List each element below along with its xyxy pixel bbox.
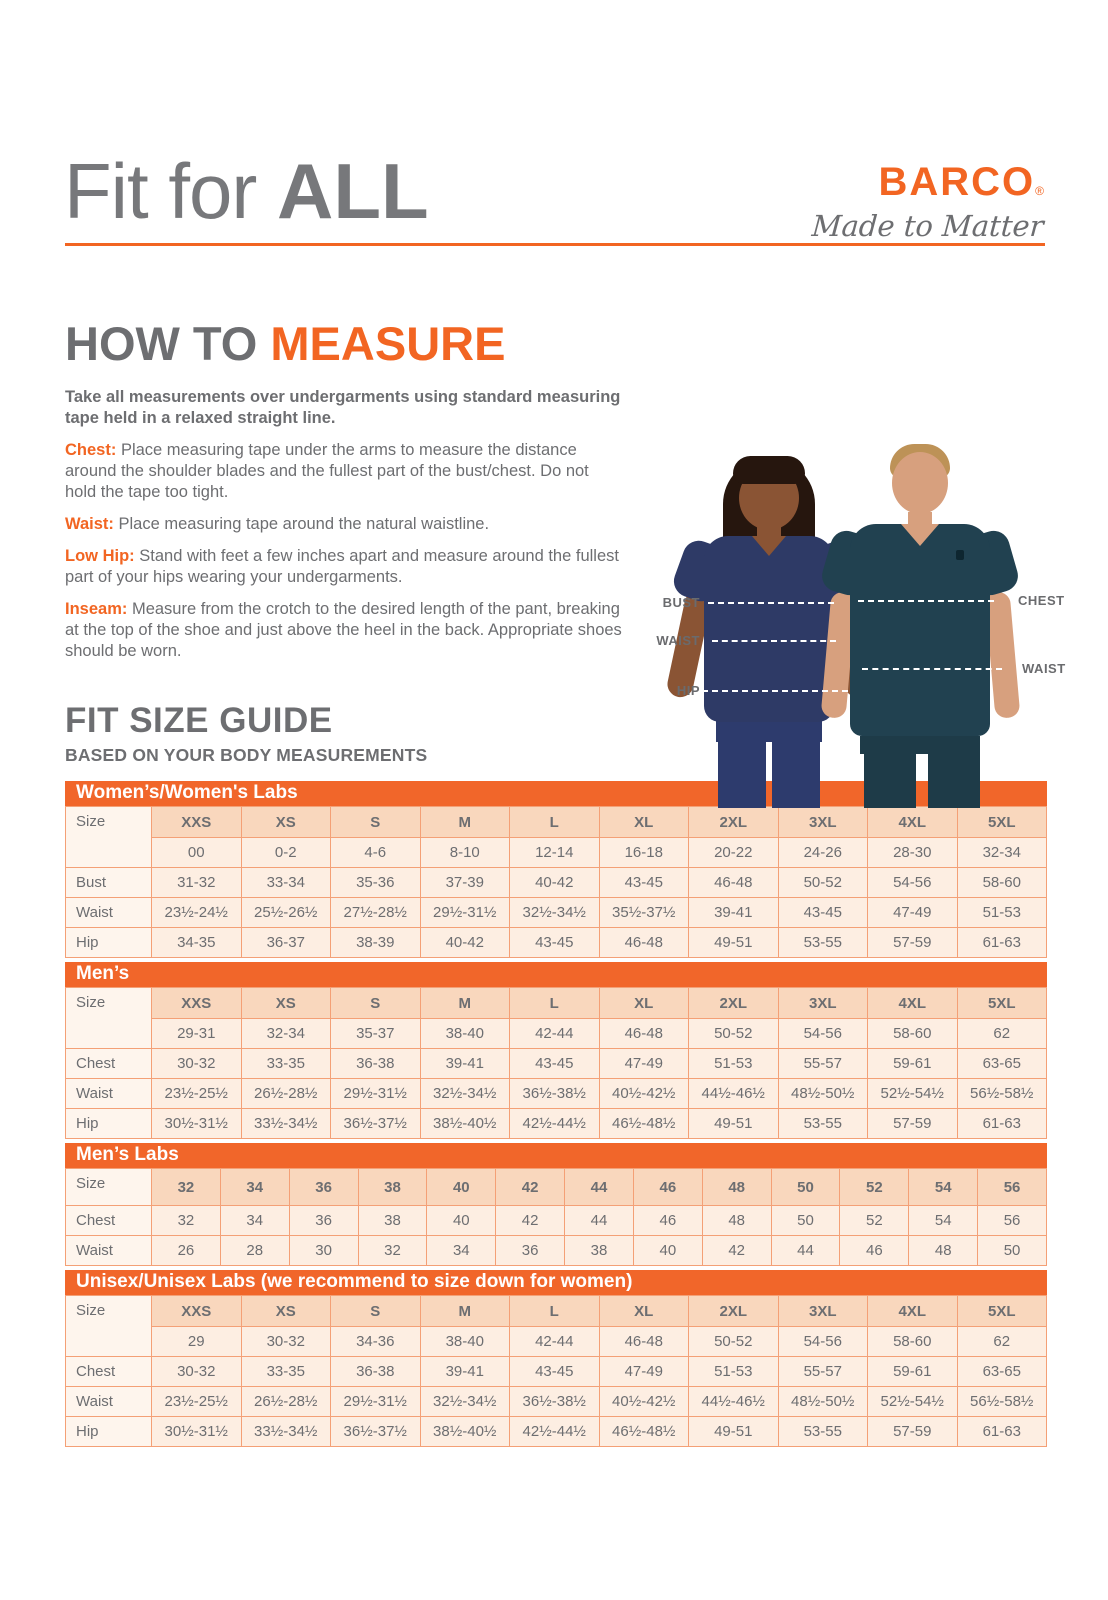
size-numeric-cell: 29-31 bbox=[152, 1019, 242, 1049]
measurement-cell: 32 bbox=[152, 1206, 221, 1236]
hip-label: HIP bbox=[676, 683, 700, 698]
measurement-row-label: Waist bbox=[66, 898, 152, 928]
measurement-cell: 51-53 bbox=[689, 1049, 779, 1079]
measurement-row-label: Waist bbox=[66, 1236, 152, 1266]
measurement-cell: 33½-34½ bbox=[241, 1417, 331, 1447]
size-table bbox=[65, 962, 1047, 1139]
measurement-cell: 36½-37½ bbox=[331, 1417, 421, 1447]
measurement-cell: 32½-34½ bbox=[420, 1387, 510, 1417]
measure-item-label: Chest: bbox=[65, 441, 117, 459]
size-header-row bbox=[66, 1169, 1047, 1206]
measurement-row-label: Hip bbox=[66, 1109, 152, 1139]
header-divider bbox=[65, 243, 1045, 246]
female-waist-measure-line bbox=[712, 640, 836, 642]
measurement-row bbox=[66, 898, 1047, 928]
measurement-row bbox=[66, 1049, 1047, 1079]
measurement-cell: 34-35 bbox=[152, 928, 242, 958]
measurement-row-label: Waist bbox=[66, 1387, 152, 1417]
size-numeric-cell: 29 bbox=[152, 1327, 242, 1357]
size-header-cell: 3XL bbox=[778, 1296, 868, 1327]
measurement-cell: 35-36 bbox=[331, 868, 421, 898]
measurement-row-label: Hip bbox=[66, 928, 152, 958]
size-numeric-cell: 12-14 bbox=[510, 838, 600, 868]
size-table-grid bbox=[65, 987, 1047, 1139]
measure-item-text: Place measuring tape around the natural waistline. bbox=[118, 515, 490, 533]
size-numeric-cell: 54-56 bbox=[778, 1019, 868, 1049]
measurement-cell: 49-51 bbox=[689, 928, 779, 958]
measurement-cell: 38½-40½ bbox=[420, 1417, 510, 1447]
measurement-cell: 48½-50½ bbox=[778, 1079, 868, 1109]
size-header-cell: 42 bbox=[496, 1169, 565, 1206]
size-table bbox=[65, 1270, 1047, 1447]
size-header-cell: 40 bbox=[427, 1169, 496, 1206]
size-header-cell: XS bbox=[241, 988, 331, 1019]
measurement-cell: 36-37 bbox=[241, 928, 331, 958]
measurement-row-label: Waist bbox=[66, 1079, 152, 1109]
measurement-cell: 38 bbox=[358, 1206, 427, 1236]
size-header-cell: XXS bbox=[152, 807, 242, 838]
size-header-cell: XL bbox=[599, 1296, 689, 1327]
measurement-cell: 46-48 bbox=[689, 868, 779, 898]
size-header-cell: 4XL bbox=[868, 807, 958, 838]
fit-models-figure bbox=[620, 430, 1108, 808]
size-header-row bbox=[66, 1296, 1047, 1327]
measurement-cell: 59-61 bbox=[868, 1357, 958, 1387]
measurement-cell: 36-38 bbox=[331, 1357, 421, 1387]
size-numeric-cell: 30-32 bbox=[241, 1327, 331, 1357]
measurement-cell: 55-57 bbox=[778, 1357, 868, 1387]
measurement-row bbox=[66, 868, 1047, 898]
measurement-cell: 54 bbox=[909, 1206, 978, 1236]
size-header-cell: 56 bbox=[978, 1169, 1047, 1206]
measurement-cell: 47-49 bbox=[868, 898, 958, 928]
size-numeric-cell: 0-2 bbox=[241, 838, 331, 868]
measurement-cell: 43-45 bbox=[778, 898, 868, 928]
measurement-cell: 56½-58½ bbox=[957, 1079, 1047, 1109]
measurement-cell: 46-48 bbox=[599, 928, 689, 958]
measurement-cell: 26 bbox=[152, 1236, 221, 1266]
fit-size-guide-heading: FIT SIZE GUIDE bbox=[65, 701, 333, 740]
measurement-cell: 44½-46½ bbox=[689, 1387, 779, 1417]
size-header-cell: S bbox=[331, 807, 421, 838]
measurement-row bbox=[66, 1236, 1047, 1266]
male-scrub-pants bbox=[928, 752, 980, 808]
measurement-cell: 36-38 bbox=[331, 1049, 421, 1079]
measurement-cell: 57-59 bbox=[868, 1417, 958, 1447]
measurement-cell: 50-52 bbox=[778, 868, 868, 898]
female-scrub-pants bbox=[716, 720, 822, 742]
measurement-cell: 49-51 bbox=[689, 1109, 779, 1139]
brand-tagline: Made to Matter bbox=[811, 209, 1046, 243]
measurement-cell: 38 bbox=[565, 1236, 634, 1266]
size-row-label: Size bbox=[66, 988, 152, 1049]
size-numeric-cell: 50-52 bbox=[689, 1327, 779, 1357]
size-numeric-cell: 28-30 bbox=[868, 838, 958, 868]
measurement-cell: 34 bbox=[220, 1206, 289, 1236]
measurement-cell: 46½-48½ bbox=[599, 1417, 689, 1447]
measurement-cell: 54-56 bbox=[868, 868, 958, 898]
measurement-cell: 33-35 bbox=[241, 1049, 331, 1079]
measurement-row-label: Hip bbox=[66, 1417, 152, 1447]
size-header-cell: 32 bbox=[152, 1169, 221, 1206]
size-header-cell: 38 bbox=[358, 1169, 427, 1206]
size-header-cell: 2XL bbox=[689, 1296, 779, 1327]
measurement-cell: 50 bbox=[771, 1206, 840, 1236]
size-header-cell: L bbox=[510, 988, 600, 1019]
measurement-cell: 52 bbox=[840, 1206, 909, 1236]
size-tables bbox=[65, 781, 1047, 1447]
measurement-cell: 30-32 bbox=[152, 1049, 242, 1079]
measurement-cell: 43-45 bbox=[510, 928, 600, 958]
measurement-cell: 40-42 bbox=[510, 868, 600, 898]
measure-item-label: Waist: bbox=[65, 515, 114, 533]
size-header-cell: S bbox=[331, 988, 421, 1019]
measurement-cell: 39-41 bbox=[420, 1357, 510, 1387]
measurement-cell: 28 bbox=[220, 1236, 289, 1266]
barco-logo bbox=[811, 160, 1046, 243]
measurement-cell: 32 bbox=[358, 1236, 427, 1266]
size-numeric-cell: 24-26 bbox=[778, 838, 868, 868]
size-header-cell: 46 bbox=[633, 1169, 702, 1206]
measure-item-waist bbox=[65, 514, 622, 535]
measurement-row-label: Chest bbox=[66, 1049, 152, 1079]
measurement-cell: 23½-25½ bbox=[152, 1079, 242, 1109]
measurement-cell: 43-45 bbox=[510, 1049, 600, 1079]
measurement-cell: 53-55 bbox=[778, 1417, 868, 1447]
measurement-cell: 58-60 bbox=[957, 868, 1047, 898]
size-header-cell: XL bbox=[599, 988, 689, 1019]
size-header-cell: 52 bbox=[840, 1169, 909, 1206]
size-numeric-cell: 35-37 bbox=[331, 1019, 421, 1049]
female-scrub-pants bbox=[718, 740, 766, 808]
size-header-cell: 54 bbox=[909, 1169, 978, 1206]
male-scrub-pocket bbox=[956, 550, 964, 560]
measurement-cell: 57-59 bbox=[868, 1109, 958, 1139]
size-numeric-cell: 46-48 bbox=[599, 1019, 689, 1049]
measurement-cell: 61-63 bbox=[957, 1417, 1047, 1447]
measurement-row-label: Chest bbox=[66, 1357, 152, 1387]
size-header-cell: L bbox=[510, 807, 600, 838]
measurement-cell: 40 bbox=[427, 1206, 496, 1236]
measurement-cell: 55-57 bbox=[778, 1049, 868, 1079]
female-scrub-pants bbox=[772, 740, 820, 808]
measurement-cell: 46 bbox=[633, 1206, 702, 1236]
measure-item-label: Inseam: bbox=[65, 600, 128, 618]
measurement-cell: 30½-31½ bbox=[152, 1109, 242, 1139]
female-scrub-vneck bbox=[752, 536, 786, 556]
measurement-cell: 32½-34½ bbox=[420, 1079, 510, 1109]
size-header-cell: L bbox=[510, 1296, 600, 1327]
female-scrub-top bbox=[704, 536, 834, 722]
bust-label: BUST bbox=[662, 595, 700, 610]
measurement-cell: 61-63 bbox=[957, 928, 1047, 958]
size-numeric-cell: 62 bbox=[957, 1327, 1047, 1357]
size-numeric-cell: 20-22 bbox=[689, 838, 779, 868]
measurement-cell: 43-45 bbox=[599, 868, 689, 898]
size-header-cell: 5XL bbox=[957, 988, 1047, 1019]
measurement-cell: 33-34 bbox=[241, 868, 331, 898]
size-numeric-cell: 00 bbox=[152, 838, 242, 868]
size-guide-subheading: BASED ON YOUR BODY MEASUREMENTS bbox=[65, 745, 428, 765]
measurement-row bbox=[66, 1357, 1047, 1387]
measure-item-text: Stand with feet a few inches apart and measure around the fullest part of your hips wearing your undergarments. bbox=[65, 547, 619, 586]
measurement-row-label: Chest bbox=[66, 1206, 152, 1236]
size-header-cell: XXS bbox=[152, 988, 242, 1019]
measurement-cell: 44½-46½ bbox=[689, 1079, 779, 1109]
measurement-cell: 40½-42½ bbox=[599, 1079, 689, 1109]
size-numeric-cell: 42-44 bbox=[510, 1019, 600, 1049]
measure-item-text: Measure from the crotch to the desired length of the pant, breaking at the top of the shoe and just above the heel in the back. Appropriate shoes should be worn. bbox=[65, 600, 622, 660]
measure-item-label: Low Hip: bbox=[65, 547, 135, 565]
measurement-cell: 53-55 bbox=[778, 928, 868, 958]
measurement-cell: 46½-48½ bbox=[599, 1109, 689, 1139]
measurement-cell: 42½-44½ bbox=[510, 1109, 600, 1139]
size-table-title: Men’s Labs bbox=[65, 1143, 1047, 1168]
measurement-cell: 47-49 bbox=[599, 1357, 689, 1387]
measurement-cell: 42 bbox=[496, 1206, 565, 1236]
measurement-cell: 51-53 bbox=[957, 898, 1047, 928]
female-waist-label: WAIST bbox=[656, 633, 700, 648]
measurement-row bbox=[66, 1109, 1047, 1139]
measurement-cell: 48 bbox=[702, 1206, 771, 1236]
size-header-cell: M bbox=[420, 807, 510, 838]
size-table-grid bbox=[65, 1168, 1047, 1266]
size-numeric-cell: 50-52 bbox=[689, 1019, 779, 1049]
size-numeric-cell: 34-36 bbox=[331, 1327, 421, 1357]
measurement-cell: 36½-38½ bbox=[510, 1079, 600, 1109]
measurement-cell: 29½-31½ bbox=[331, 1079, 421, 1109]
bust-measure-line bbox=[708, 602, 834, 604]
measurement-cell: 50 bbox=[978, 1236, 1047, 1266]
measurement-row bbox=[66, 1417, 1047, 1447]
size-header-cell: 4XL bbox=[868, 988, 958, 1019]
size-row-label: Size bbox=[66, 1296, 152, 1357]
size-numeric-cell: 32-34 bbox=[241, 1019, 331, 1049]
measurement-row bbox=[66, 1387, 1047, 1417]
male-waist-label: WAIST bbox=[1022, 661, 1066, 676]
measurement-cell: 31-32 bbox=[152, 868, 242, 898]
how-to-measure-section bbox=[65, 317, 622, 673]
measurement-row bbox=[66, 1079, 1047, 1109]
measurement-cell: 47-49 bbox=[599, 1049, 689, 1079]
male-scrub-vneck bbox=[901, 524, 939, 546]
male-scrub-pants bbox=[864, 752, 916, 808]
size-header-cell: 2XL bbox=[689, 807, 779, 838]
size-numeric-row bbox=[66, 1327, 1047, 1357]
size-numeric-cell: 38-40 bbox=[420, 1019, 510, 1049]
size-header-cell: M bbox=[420, 1296, 510, 1327]
size-header-cell: 48 bbox=[702, 1169, 771, 1206]
heading-gray-part: HOW TO bbox=[65, 317, 258, 370]
size-header-cell: 50 bbox=[771, 1169, 840, 1206]
measurement-cell: 63-65 bbox=[957, 1049, 1047, 1079]
size-numeric-cell: 58-60 bbox=[868, 1019, 958, 1049]
size-header-cell: XS bbox=[241, 1296, 331, 1327]
measure-item-chest bbox=[65, 440, 622, 503]
measurement-cell: 48½-50½ bbox=[778, 1387, 868, 1417]
size-numeric-cell: 42-44 bbox=[510, 1327, 600, 1357]
measurement-cell: 35½-37½ bbox=[599, 898, 689, 928]
measurement-cell: 34 bbox=[427, 1236, 496, 1266]
size-header-cell: 4XL bbox=[868, 1296, 958, 1327]
measurement-cell: 30½-31½ bbox=[152, 1417, 242, 1447]
size-header-cell: 34 bbox=[220, 1169, 289, 1206]
measurement-cell: 25½-26½ bbox=[241, 898, 331, 928]
measurement-cell: 40-42 bbox=[420, 928, 510, 958]
size-row-label: Size bbox=[66, 1169, 152, 1206]
measurement-cell: 29½-31½ bbox=[331, 1387, 421, 1417]
measurement-row bbox=[66, 1206, 1047, 1236]
page-title-bold: ALL bbox=[277, 147, 429, 235]
size-numeric-cell: 32-34 bbox=[957, 838, 1047, 868]
measurement-row bbox=[66, 928, 1047, 958]
size-numeric-cell: 38-40 bbox=[420, 1327, 510, 1357]
measurement-cell: 32½-34½ bbox=[510, 898, 600, 928]
size-numeric-cell: 4-6 bbox=[331, 838, 421, 868]
size-header-row bbox=[66, 807, 1047, 838]
measure-item-low-hip bbox=[65, 546, 622, 588]
male-waist-measure-line bbox=[862, 668, 1002, 670]
size-numeric-row bbox=[66, 838, 1047, 868]
measurement-cell: 40 bbox=[633, 1236, 702, 1266]
fit-size-guide-section bbox=[65, 703, 1047, 1447]
measurement-cell: 38½-40½ bbox=[420, 1109, 510, 1139]
measurement-cell: 42½-44½ bbox=[510, 1417, 600, 1447]
measurement-cell: 29½-31½ bbox=[420, 898, 510, 928]
measurement-cell: 36 bbox=[289, 1206, 358, 1236]
measurement-cell: 57-59 bbox=[868, 928, 958, 958]
size-header-cell: 3XL bbox=[778, 988, 868, 1019]
measurement-cell: 49-51 bbox=[689, 1417, 779, 1447]
measurement-cell: 63-65 bbox=[957, 1357, 1047, 1387]
measurement-cell: 48 bbox=[909, 1236, 978, 1266]
measurement-cell: 37-39 bbox=[420, 868, 510, 898]
size-header-cell: 3XL bbox=[778, 807, 868, 838]
size-numeric-cell: 58-60 bbox=[868, 1327, 958, 1357]
measurement-cell: 44 bbox=[565, 1206, 634, 1236]
size-table-grid bbox=[65, 1295, 1047, 1447]
measurement-cell: 46 bbox=[840, 1236, 909, 1266]
size-header-cell: 44 bbox=[565, 1169, 634, 1206]
measurement-cell: 23½-25½ bbox=[152, 1387, 242, 1417]
chest-measure-line bbox=[858, 600, 994, 602]
measurement-cell: 39-41 bbox=[689, 898, 779, 928]
size-header-cell: 5XL bbox=[957, 807, 1047, 838]
heading-orange-part: MEASURE bbox=[270, 317, 506, 370]
size-numeric-cell: 54-56 bbox=[778, 1327, 868, 1357]
measurement-row-label: Bust bbox=[66, 868, 152, 898]
size-row-label: Size bbox=[66, 807, 152, 868]
size-numeric-cell: 62 bbox=[957, 1019, 1047, 1049]
measurement-cell: 53-55 bbox=[778, 1109, 868, 1139]
hip-measure-line bbox=[702, 690, 848, 692]
size-numeric-cell: 46-48 bbox=[599, 1327, 689, 1357]
measurement-cell: 30-32 bbox=[152, 1357, 242, 1387]
registered-trademark-icon: ® bbox=[1035, 184, 1044, 198]
measurement-cell: 33½-34½ bbox=[241, 1109, 331, 1139]
measurement-cell: 56½-58½ bbox=[957, 1387, 1047, 1417]
measurement-cell: 38-39 bbox=[331, 928, 421, 958]
size-table bbox=[65, 1143, 1047, 1266]
size-header-cell: M bbox=[420, 988, 510, 1019]
measurement-cell: 52½-54½ bbox=[868, 1387, 958, 1417]
how-to-measure-heading bbox=[65, 317, 622, 370]
measurement-cell: 61-63 bbox=[957, 1109, 1047, 1139]
measurement-cell: 59-61 bbox=[868, 1049, 958, 1079]
size-header-cell: XL bbox=[599, 807, 689, 838]
size-numeric-cell: 16-18 bbox=[599, 838, 689, 868]
measurement-cell: 30 bbox=[289, 1236, 358, 1266]
measurement-cell: 27½-28½ bbox=[331, 898, 421, 928]
measurement-cell: 36 bbox=[496, 1236, 565, 1266]
size-header-cell: XXS bbox=[152, 1296, 242, 1327]
brand-name-text: BARCO bbox=[878, 160, 1036, 204]
measure-item-text: Place measuring tape under the arms to measure the distance around the shoulder blades and the fullest part of the bust/chest. Do not hold the tape too tight. bbox=[65, 441, 589, 501]
measure-intro: Take all measurements over undergarments using standard measuring tape held in a relaxed straight line. bbox=[65, 388, 621, 427]
size-numeric-cell: 8-10 bbox=[420, 838, 510, 868]
measurement-cell: 39-41 bbox=[420, 1049, 510, 1079]
size-header-cell: XS bbox=[241, 807, 331, 838]
measurement-cell: 44 bbox=[771, 1236, 840, 1266]
page-title bbox=[64, 146, 429, 237]
measurement-cell: 33-35 bbox=[241, 1357, 331, 1387]
size-table-title: Unisex/Unisex Labs (we recommend to size down for women) bbox=[65, 1270, 1047, 1295]
measurement-cell: 43-45 bbox=[510, 1357, 600, 1387]
male-model-head bbox=[892, 452, 948, 514]
brand-wordmark bbox=[812, 160, 1044, 210]
size-header-cell: 5XL bbox=[957, 1296, 1047, 1327]
page-title-light: Fit for bbox=[64, 147, 278, 235]
measurement-cell: 42 bbox=[702, 1236, 771, 1266]
size-header-cell: 2XL bbox=[689, 988, 779, 1019]
measurement-cell: 52½-54½ bbox=[868, 1079, 958, 1109]
measurement-cell: 40½-42½ bbox=[599, 1387, 689, 1417]
size-header-cell: S bbox=[331, 1296, 421, 1327]
measurement-cell: 26½-28½ bbox=[241, 1387, 331, 1417]
measurement-cell: 36½-37½ bbox=[331, 1109, 421, 1139]
size-table-grid bbox=[65, 806, 1047, 958]
size-header-cell: 36 bbox=[289, 1169, 358, 1206]
measurement-cell: 56 bbox=[978, 1206, 1047, 1236]
size-table-title: Women’s/Women's Labs bbox=[65, 781, 1047, 806]
measurement-cell: 51-53 bbox=[689, 1357, 779, 1387]
size-header-row bbox=[66, 988, 1047, 1019]
female-model-hair bbox=[733, 456, 805, 484]
measurement-cell: 26½-28½ bbox=[241, 1079, 331, 1109]
measurement-cell: 23½-24½ bbox=[152, 898, 242, 928]
male-scrub-top bbox=[850, 524, 990, 736]
measure-item-inseam bbox=[65, 599, 622, 662]
size-table-title: Men’s bbox=[65, 962, 1047, 987]
size-numeric-row bbox=[66, 1019, 1047, 1049]
chest-label: CHEST bbox=[1018, 593, 1065, 608]
measurement-cell: 36½-38½ bbox=[510, 1387, 600, 1417]
